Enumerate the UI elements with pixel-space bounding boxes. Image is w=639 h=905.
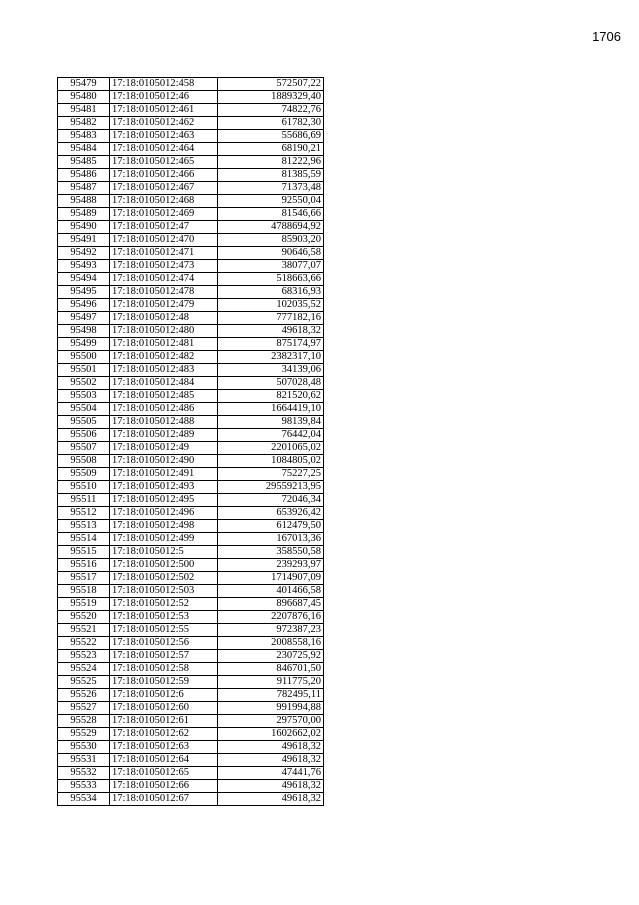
table-row [58, 767, 324, 780]
row-number-cell: 95492 [58, 247, 110, 260]
value-cell: 518663,66 [218, 273, 324, 286]
cadastral-number-cell: 17:18:0105012:6 [110, 689, 218, 702]
table-row [58, 182, 324, 195]
row-number-cell: 95517 [58, 572, 110, 585]
cadastral-number-cell: 17:18:0105012:52 [110, 598, 218, 611]
row-number-cell: 95499 [58, 338, 110, 351]
table-row [58, 299, 324, 312]
table-row [58, 195, 324, 208]
cadastral-number-cell: 17:18:0105012:471 [110, 247, 218, 260]
row-number-cell: 95530 [58, 741, 110, 754]
table-row [58, 637, 324, 650]
row-number-cell: 95515 [58, 546, 110, 559]
cadastral-number-cell: 17:18:0105012:462 [110, 117, 218, 130]
cadastral-number-cell: 17:18:0105012:60 [110, 702, 218, 715]
row-number-cell: 95495 [58, 286, 110, 299]
table-row [58, 650, 324, 663]
row-number-cell: 95490 [58, 221, 110, 234]
value-cell: 49618,32 [218, 754, 324, 767]
table-row [58, 338, 324, 351]
table-row [58, 377, 324, 390]
value-cell: 1084805,02 [218, 455, 324, 468]
table-row [58, 728, 324, 741]
row-number-cell: 95484 [58, 143, 110, 156]
row-number-cell: 95503 [58, 390, 110, 403]
value-cell: 34139,06 [218, 364, 324, 377]
cadastral-number-cell: 17:18:0105012:55 [110, 624, 218, 637]
cadastral-number-cell: 17:18:0105012:488 [110, 416, 218, 429]
cadastral-number-cell: 17:18:0105012:469 [110, 208, 218, 221]
cadastral-number-cell: 17:18:0105012:5 [110, 546, 218, 559]
cadastral-number-cell: 17:18:0105012:66 [110, 780, 218, 793]
table-row [58, 143, 324, 156]
table-row [58, 702, 324, 715]
row-number-cell: 95527 [58, 702, 110, 715]
cadastral-number-cell: 17:18:0105012:483 [110, 364, 218, 377]
row-number-cell: 95489 [58, 208, 110, 221]
cadastral-number-cell: 17:18:0105012:466 [110, 169, 218, 182]
table-row [58, 468, 324, 481]
row-number-cell: 95482 [58, 117, 110, 130]
value-cell: 72046,34 [218, 494, 324, 507]
table-row [58, 390, 324, 403]
row-number-cell: 95506 [58, 429, 110, 442]
table-row [58, 481, 324, 494]
row-number-cell: 95532 [58, 767, 110, 780]
row-number-cell: 95526 [58, 689, 110, 702]
row-number-cell: 95510 [58, 481, 110, 494]
row-number-cell: 95498 [58, 325, 110, 338]
value-cell: 81385,59 [218, 169, 324, 182]
table-row [58, 247, 324, 260]
table-row [58, 325, 324, 338]
cadastral-number-cell: 17:18:0105012:502 [110, 572, 218, 585]
value-cell: 68190,21 [218, 143, 324, 156]
cadastral-number-cell: 17:18:0105012:468 [110, 195, 218, 208]
row-number-cell: 95509 [58, 468, 110, 481]
table-row [58, 312, 324, 325]
row-number-cell: 95504 [58, 403, 110, 416]
table-row [58, 546, 324, 559]
value-cell: 972387,23 [218, 624, 324, 637]
table-row [58, 117, 324, 130]
value-cell: 2382317,10 [218, 351, 324, 364]
value-cell: 846701,50 [218, 663, 324, 676]
value-cell: 71373,48 [218, 182, 324, 195]
row-number-cell: 95494 [58, 273, 110, 286]
table-row [58, 104, 324, 117]
value-cell: 507028,48 [218, 377, 324, 390]
table-row [58, 208, 324, 221]
table-row [58, 793, 324, 806]
row-number-cell: 95497 [58, 312, 110, 325]
row-number-cell: 95531 [58, 754, 110, 767]
table-row [58, 234, 324, 247]
cadastral-number-cell: 17:18:0105012:478 [110, 286, 218, 299]
value-cell: 1889329,40 [218, 91, 324, 104]
table-row [58, 533, 324, 546]
row-number-cell: 95487 [58, 182, 110, 195]
value-cell: 29559213,95 [218, 481, 324, 494]
row-number-cell: 95518 [58, 585, 110, 598]
row-number-cell: 95500 [58, 351, 110, 364]
cadastral-number-cell: 17:18:0105012:57 [110, 650, 218, 663]
table-row [58, 429, 324, 442]
value-cell: 358550,58 [218, 546, 324, 559]
value-cell: 167013,36 [218, 533, 324, 546]
value-cell: 85903,20 [218, 234, 324, 247]
table-row [58, 416, 324, 429]
cadastral-number-cell: 17:18:0105012:498 [110, 520, 218, 533]
row-number-cell: 95493 [58, 260, 110, 273]
row-number-cell: 95534 [58, 793, 110, 806]
value-cell: 991994,88 [218, 702, 324, 715]
value-cell: 102035,52 [218, 299, 324, 312]
cadastral-number-cell: 17:18:0105012:463 [110, 130, 218, 143]
table-row [58, 156, 324, 169]
row-number-cell: 95520 [58, 611, 110, 624]
value-cell: 230725,92 [218, 650, 324, 663]
cadastral-number-cell: 17:18:0105012:46 [110, 91, 218, 104]
cadastral-number-cell: 17:18:0105012:479 [110, 299, 218, 312]
table-row [58, 611, 324, 624]
cadastral-number-cell: 17:18:0105012:56 [110, 637, 218, 650]
cadastral-number-cell: 17:18:0105012:49 [110, 442, 218, 455]
cadastral-number-cell: 17:18:0105012:484 [110, 377, 218, 390]
row-number-cell: 95512 [58, 507, 110, 520]
table-row [58, 676, 324, 689]
cadastral-number-cell: 17:18:0105012:470 [110, 234, 218, 247]
table-row [58, 273, 324, 286]
cadastral-number-cell: 17:18:0105012:474 [110, 273, 218, 286]
row-number-cell: 95519 [58, 598, 110, 611]
cadastral-number-cell: 17:18:0105012:48 [110, 312, 218, 325]
cadastral-number-cell: 17:18:0105012:467 [110, 182, 218, 195]
value-cell: 239293,97 [218, 559, 324, 572]
table-row [58, 364, 324, 377]
cadastral-number-cell: 17:18:0105012:58 [110, 663, 218, 676]
cadastral-number-cell: 17:18:0105012:461 [110, 104, 218, 117]
table-row [58, 520, 324, 533]
value-cell: 4788694,92 [218, 221, 324, 234]
value-cell: 98139,84 [218, 416, 324, 429]
table-row [58, 169, 324, 182]
row-number-cell: 95488 [58, 195, 110, 208]
value-cell: 2207876,16 [218, 611, 324, 624]
value-cell: 61782,30 [218, 117, 324, 130]
value-cell: 49618,32 [218, 325, 324, 338]
table-row [58, 455, 324, 468]
value-cell: 49618,32 [218, 793, 324, 806]
table-row [58, 442, 324, 455]
table-row [58, 715, 324, 728]
cadastral-number-cell: 17:18:0105012:503 [110, 585, 218, 598]
value-cell: 612479,50 [218, 520, 324, 533]
table-row [58, 507, 324, 520]
value-cell: 81222,96 [218, 156, 324, 169]
value-cell: 74822,76 [218, 104, 324, 117]
value-cell: 1602662,02 [218, 728, 324, 741]
row-number-cell: 95521 [58, 624, 110, 637]
value-cell: 92550,04 [218, 195, 324, 208]
row-number-cell: 95528 [58, 715, 110, 728]
row-number-cell: 95533 [58, 780, 110, 793]
table-row [58, 130, 324, 143]
value-cell: 76442,04 [218, 429, 324, 442]
value-cell: 2201065,02 [218, 442, 324, 455]
row-number-cell: 95502 [58, 377, 110, 390]
cadastral-number-cell: 17:18:0105012:63 [110, 741, 218, 754]
value-cell: 1664419,10 [218, 403, 324, 416]
table-row [58, 559, 324, 572]
cadastral-number-cell: 17:18:0105012:458 [110, 78, 218, 91]
value-cell: 297570,00 [218, 715, 324, 728]
cadastral-number-cell: 17:18:0105012:485 [110, 390, 218, 403]
table-body [58, 78, 324, 806]
cadastral-number-cell: 17:18:0105012:496 [110, 507, 218, 520]
table-row [58, 598, 324, 611]
cadastral-number-cell: 17:18:0105012:500 [110, 559, 218, 572]
table-row [58, 221, 324, 234]
row-number-cell: 95483 [58, 130, 110, 143]
value-cell: 896687,45 [218, 598, 324, 611]
value-cell: 2008558,16 [218, 637, 324, 650]
value-cell: 55686,69 [218, 130, 324, 143]
table-row [58, 663, 324, 676]
value-cell: 821520,62 [218, 390, 324, 403]
data-table [57, 77, 324, 806]
cadastral-number-cell: 17:18:0105012:465 [110, 156, 218, 169]
value-cell: 875174,97 [218, 338, 324, 351]
value-cell: 653926,42 [218, 507, 324, 520]
value-cell: 38077,07 [218, 260, 324, 273]
cadastral-number-cell: 17:18:0105012:486 [110, 403, 218, 416]
value-cell: 75227,25 [218, 468, 324, 481]
cadastral-number-cell: 17:18:0105012:61 [110, 715, 218, 728]
cadastral-number-cell: 17:18:0105012:482 [110, 351, 218, 364]
cadastral-number-cell: 17:18:0105012:59 [110, 676, 218, 689]
table-row [58, 689, 324, 702]
table-row [58, 572, 324, 585]
page-number: 1706 [592, 29, 621, 44]
row-number-cell: 95479 [58, 78, 110, 91]
value-cell: 782495,11 [218, 689, 324, 702]
row-number-cell: 95513 [58, 520, 110, 533]
row-number-cell: 95485 [58, 156, 110, 169]
row-number-cell: 95516 [58, 559, 110, 572]
value-cell: 90646,58 [218, 247, 324, 260]
row-number-cell: 95480 [58, 91, 110, 104]
row-number-cell: 95496 [58, 299, 110, 312]
value-cell: 49618,32 [218, 780, 324, 793]
row-number-cell: 95507 [58, 442, 110, 455]
value-cell: 81546,66 [218, 208, 324, 221]
row-number-cell: 95514 [58, 533, 110, 546]
cadastral-number-cell: 17:18:0105012:473 [110, 260, 218, 273]
table-row [58, 624, 324, 637]
cadastral-number-cell: 17:18:0105012:464 [110, 143, 218, 156]
value-cell: 572507,22 [218, 78, 324, 91]
cadastral-number-cell: 17:18:0105012:493 [110, 481, 218, 494]
row-number-cell: 95486 [58, 169, 110, 182]
row-number-cell: 95522 [58, 637, 110, 650]
row-number-cell: 95524 [58, 663, 110, 676]
table-row [58, 780, 324, 793]
cadastral-number-cell: 17:18:0105012:499 [110, 533, 218, 546]
cadastral-number-cell: 17:18:0105012:62 [110, 728, 218, 741]
value-cell: 401466,58 [218, 585, 324, 598]
table-row [58, 260, 324, 273]
row-number-cell: 95523 [58, 650, 110, 663]
table-row [58, 91, 324, 104]
value-cell: 49618,32 [218, 741, 324, 754]
value-cell: 1714907,09 [218, 572, 324, 585]
table-row [58, 286, 324, 299]
cadastral-number-cell: 17:18:0105012:481 [110, 338, 218, 351]
cadastral-number-cell: 17:18:0105012:47 [110, 221, 218, 234]
row-number-cell: 95491 [58, 234, 110, 247]
table-row [58, 78, 324, 91]
value-cell: 68316,93 [218, 286, 324, 299]
row-number-cell: 95529 [58, 728, 110, 741]
row-number-cell: 95508 [58, 455, 110, 468]
table-row [58, 494, 324, 507]
cadastral-number-cell: 17:18:0105012:67 [110, 793, 218, 806]
cadastral-number-cell: 17:18:0105012:489 [110, 429, 218, 442]
table-row [58, 351, 324, 364]
cadastral-number-cell: 17:18:0105012:65 [110, 767, 218, 780]
table-row [58, 741, 324, 754]
table-row [58, 403, 324, 416]
value-cell: 47441,76 [218, 767, 324, 780]
cadastral-number-cell: 17:18:0105012:490 [110, 455, 218, 468]
row-number-cell: 95505 [58, 416, 110, 429]
table-row [58, 754, 324, 767]
row-number-cell: 95501 [58, 364, 110, 377]
row-number-cell: 95525 [58, 676, 110, 689]
row-number-cell: 95511 [58, 494, 110, 507]
cadastral-number-cell: 17:18:0105012:491 [110, 468, 218, 481]
row-number-cell: 95481 [58, 104, 110, 117]
value-cell: 911775,20 [218, 676, 324, 689]
cadastral-number-cell: 17:18:0105012:64 [110, 754, 218, 767]
cadastral-number-cell: 17:18:0105012:53 [110, 611, 218, 624]
cadastral-number-cell: 17:18:0105012:480 [110, 325, 218, 338]
table-row [58, 585, 324, 598]
value-cell: 777182,16 [218, 312, 324, 325]
cadastral-number-cell: 17:18:0105012:495 [110, 494, 218, 507]
